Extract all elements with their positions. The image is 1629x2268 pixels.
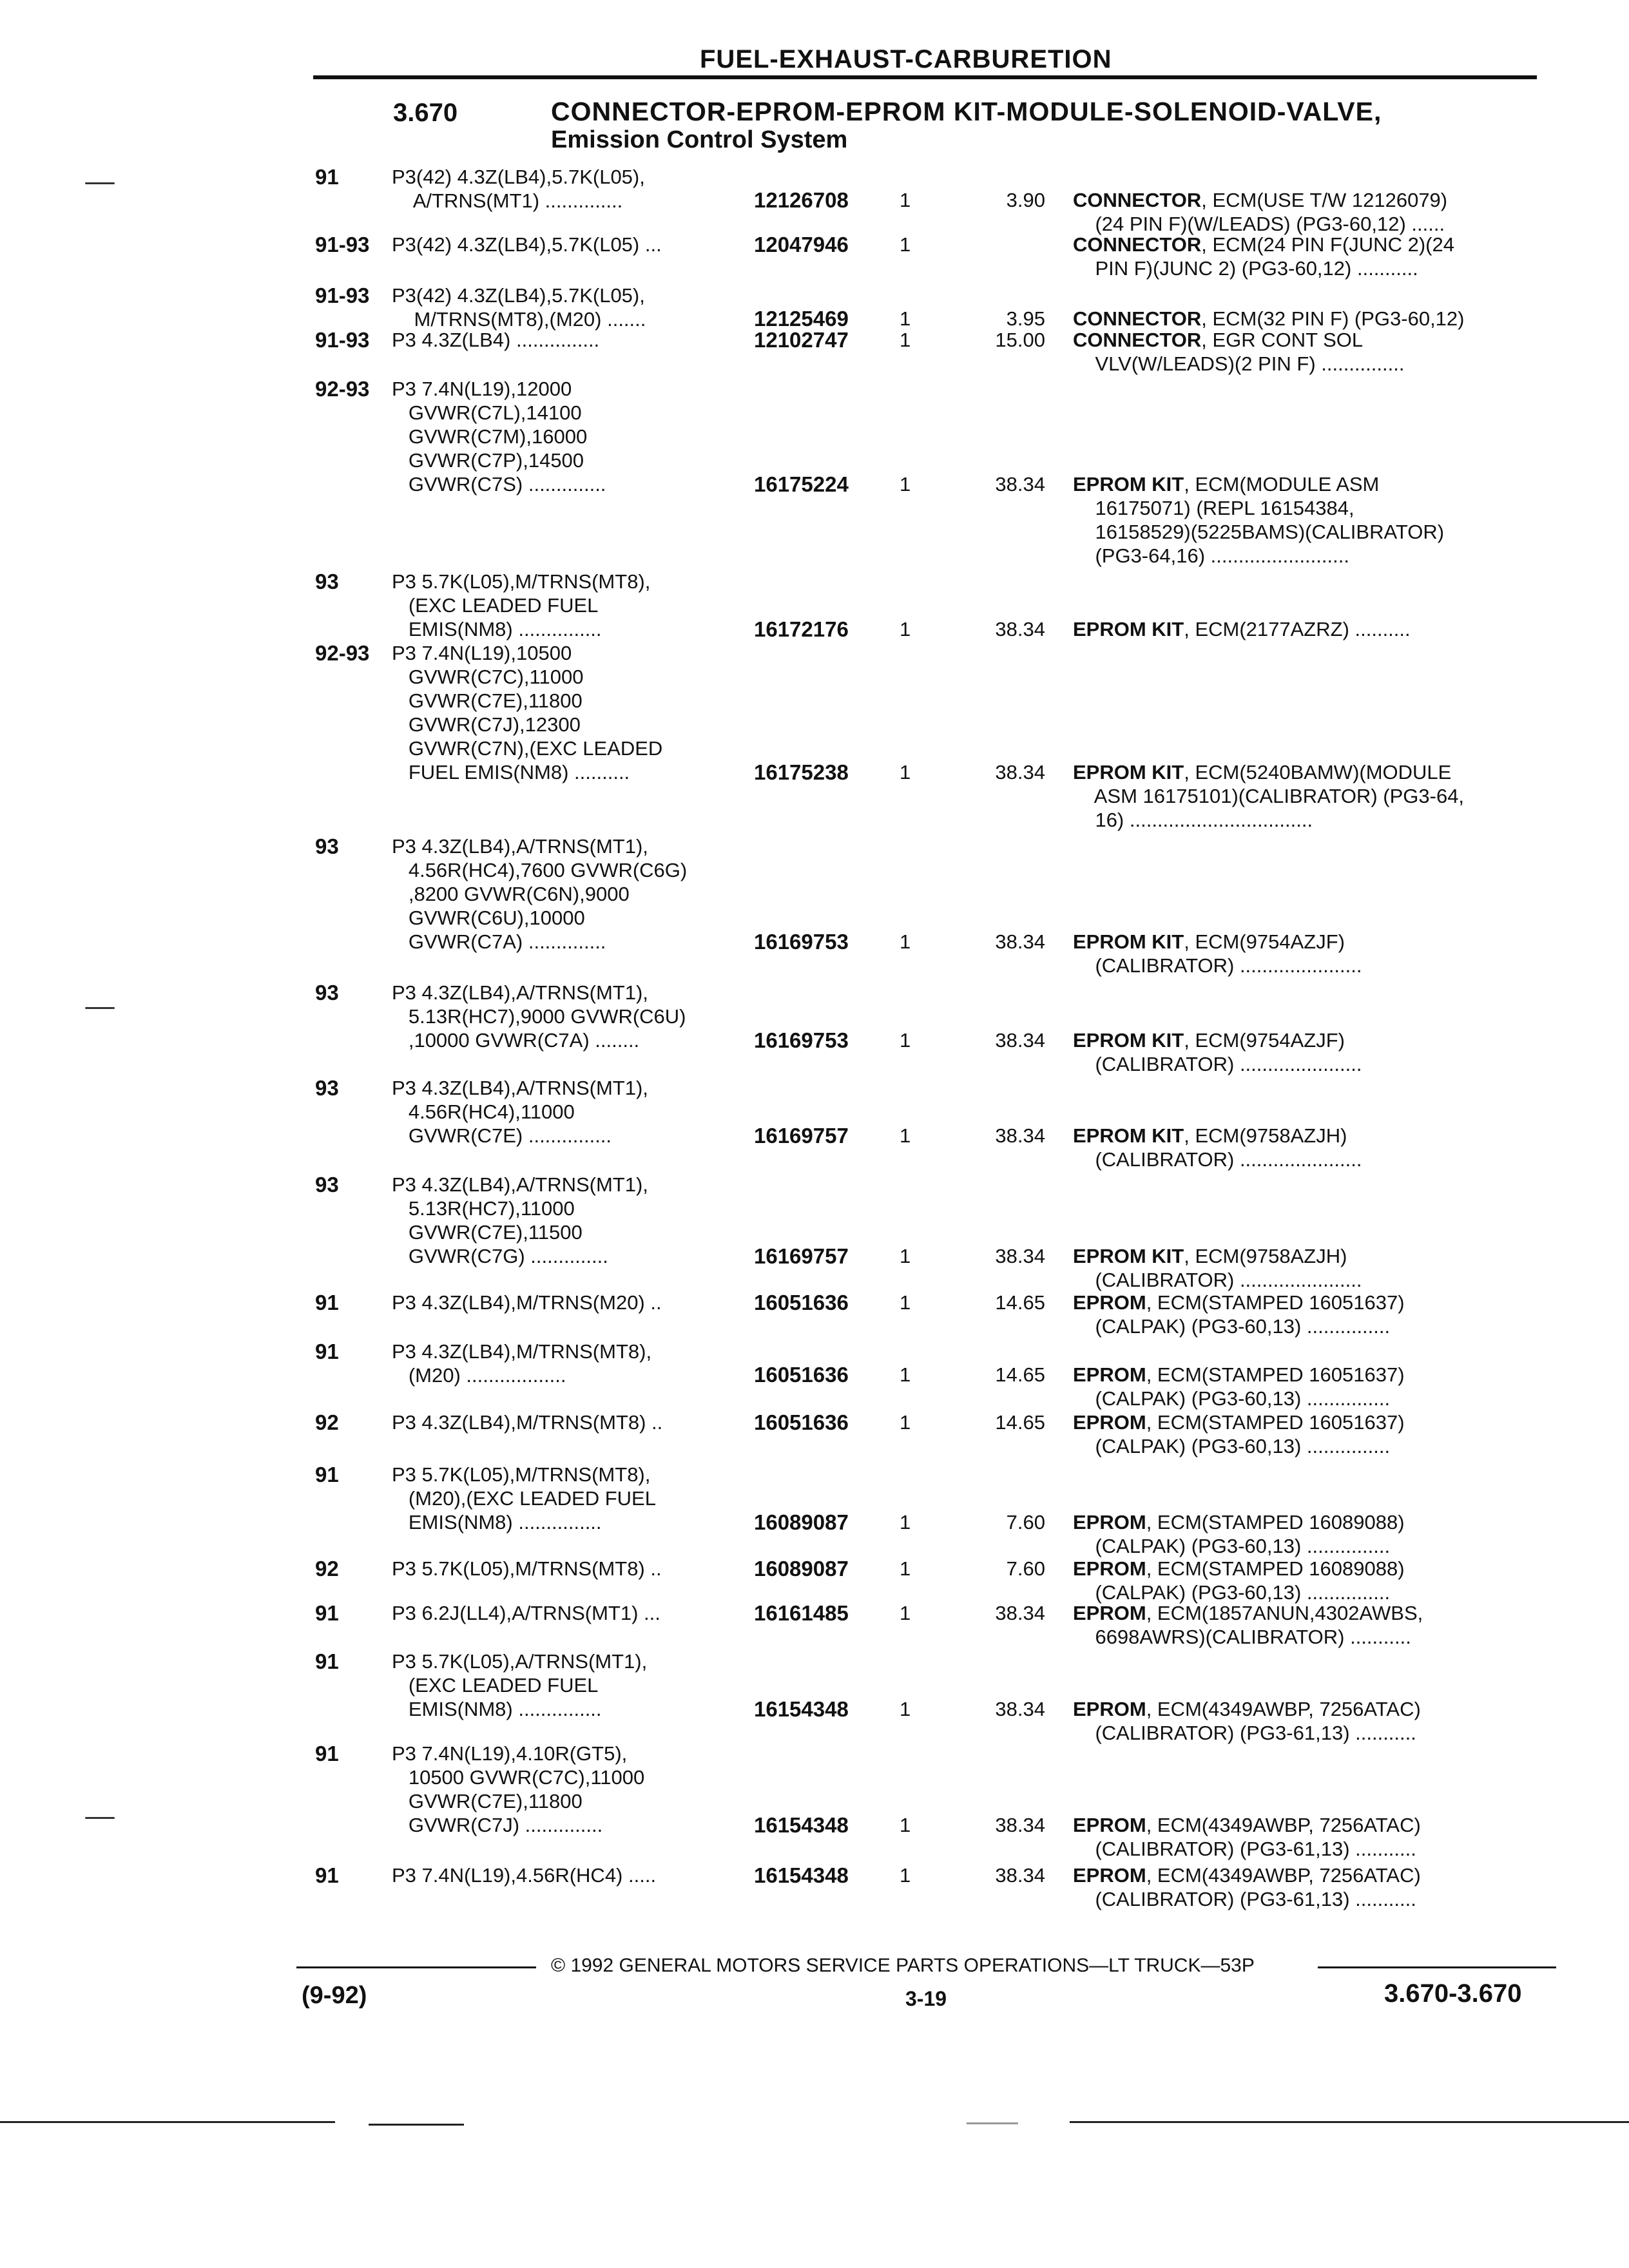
part-number: 12126708 bbox=[754, 188, 849, 212]
price: 38.34 bbox=[995, 1602, 1045, 1624]
price: 14.65 bbox=[995, 1411, 1045, 1434]
price: 38.34 bbox=[995, 1814, 1045, 1836]
margin-mark bbox=[85, 1817, 115, 1819]
description-item-name: CONNECTOR bbox=[1073, 307, 1202, 330]
description-detail: , ECM(USE T/W 12126079) (24 PIN F)(W/LEADS) (PG3-60,12) ...... bbox=[1095, 189, 1448, 235]
quantity: 1 bbox=[900, 189, 911, 211]
price: 38.34 bbox=[995, 618, 1045, 640]
description-item-name: EPROM KIT bbox=[1073, 930, 1184, 953]
description-item-name: EPROM KIT bbox=[1073, 618, 1184, 640]
part-number: 16051636 bbox=[754, 1410, 849, 1434]
application: P3 4.3Z(LB4) ............... bbox=[392, 329, 600, 351]
application: P3 4.3Z(LB4),M/TRNS(M20) .. bbox=[392, 1291, 662, 1314]
description bbox=[1073, 1557, 1405, 1604]
description-detail: , ECM(4349AWBP, 7256ATAC) (CALIBRATOR) (PG3-61,13) ........... bbox=[1095, 1814, 1421, 1860]
description-detail: , ECM(5240BAMW)(MODULE ASM 16175101)(CALIBRATOR) (PG3-64, 16) ................................. bbox=[1094, 761, 1465, 831]
description-detail: , ECM(2177AZRZ) .......... bbox=[1184, 618, 1411, 640]
part-number: 12047946 bbox=[754, 233, 849, 256]
description bbox=[1073, 617, 1411, 641]
quantity: 1 bbox=[900, 1557, 911, 1580]
description-detail: , ECM(9758AZJH) (CALIBRATOR) ...................... bbox=[1095, 1124, 1362, 1171]
description bbox=[1073, 328, 1404, 376]
part-number: 16051636 bbox=[754, 1363, 849, 1387]
price: 38.34 bbox=[995, 473, 1045, 495]
application: P3 4.3Z(LB4),M/TRNS(MT8), (M20) .................. bbox=[392, 1340, 652, 1387]
description-detail: , ECM(STAMPED 16051637) (CALPAK) (PG3-60,13) ............... bbox=[1095, 1291, 1405, 1338]
model-year: 91 bbox=[315, 1463, 339, 1486]
application: P3(42) 4.3Z(LB4),5.7K(L05), A/TRNS(MT1) .............. bbox=[392, 166, 645, 212]
description-detail: , ECM(STAMPED 16051637) (CALPAK) (PG3-60,13) ............... bbox=[1095, 1411, 1405, 1457]
description-item-name: CONNECTOR bbox=[1073, 189, 1202, 211]
description bbox=[1073, 1510, 1405, 1558]
model-year: 93 bbox=[315, 1173, 339, 1196]
quantity: 1 bbox=[900, 473, 911, 495]
application: P3 5.7K(L05),M/TRNS(MT8), (EXC LEADED FUEL EMIS(NM8) ............... bbox=[392, 570, 651, 640]
section-title: CONNECTOR-EPROM-EPROM KIT-MODULE-SOLENOID-VALVE, bbox=[551, 97, 1382, 126]
part-number: 16169757 bbox=[754, 1124, 849, 1148]
price: 38.34 bbox=[995, 1864, 1045, 1887]
margin-mark bbox=[85, 1007, 115, 1009]
description-item-name: EPROM KIT bbox=[1073, 1245, 1184, 1267]
quantity: 1 bbox=[900, 1602, 911, 1624]
description-detail: , ECM(STAMPED 16089088) (CALPAK) (PG3-60,13) ............... bbox=[1095, 1511, 1405, 1557]
part-number: 16169753 bbox=[754, 1028, 849, 1052]
description-detail: , ECM(4349AWBP, 7256ATAC) (CALIBRATOR) (PG3-61,13) ........... bbox=[1095, 1864, 1421, 1910]
price: 38.34 bbox=[995, 1698, 1045, 1720]
footer-rule-left bbox=[296, 1966, 536, 1968]
description-item-name: EPROM bbox=[1073, 1411, 1146, 1434]
application: P3 4.3Z(LB4),A/TRNS(MT1), 4.56R(HC4),7600 GVWR(C6G) ,8200 GVWR(C6N),9000 GVWR(C6U),10000 GVWR(C7A) .............. bbox=[392, 835, 688, 953]
description-item-name: EPROM bbox=[1073, 1602, 1146, 1624]
description-detail: , ECM(9754AZJF) (CALIBRATOR) ...................... bbox=[1095, 1029, 1362, 1075]
application: P3(42) 4.3Z(LB4),5.7K(L05), M/TRNS(MT8),(M20) ....... bbox=[392, 284, 646, 331]
page-number: 3-19 bbox=[905, 1987, 947, 2010]
application: P3 4.3Z(LB4),A/TRNS(MT1), 5.13R(HC7),9000 GVWR(C6U) ,10000 GVWR(C7A) ........ bbox=[392, 981, 686, 1052]
description bbox=[1073, 760, 1464, 832]
description-detail: , ECM(1857ANUN,4302AWBS, 6698AWRS)(CALIBRATOR) ........... bbox=[1095, 1602, 1423, 1648]
section-subtitle: Emission Control System bbox=[551, 126, 848, 153]
description-item-name: EPROM bbox=[1073, 1814, 1146, 1836]
section-number: 3.670 bbox=[393, 99, 458, 127]
model-year: 91 bbox=[315, 165, 339, 189]
quantity: 1 bbox=[900, 1291, 911, 1314]
description bbox=[1073, 930, 1362, 977]
date-code: (9-92) bbox=[302, 1982, 367, 2009]
price: 38.34 bbox=[995, 1124, 1045, 1147]
part-number: 16051636 bbox=[754, 1291, 849, 1314]
price: 3.95 bbox=[1006, 307, 1045, 330]
model-year: 91 bbox=[315, 1863, 339, 1887]
description-item-name: EPROM KIT bbox=[1073, 473, 1184, 495]
description bbox=[1073, 1124, 1362, 1171]
description bbox=[1073, 1697, 1421, 1745]
application: P3 7.4N(L19),12000 GVWR(C7L),14100 GVWR(C7M),16000 GVWR(C7P),14500 GVWR(C7S) .............. bbox=[392, 378, 606, 495]
description-item-name: EPROM KIT bbox=[1073, 761, 1184, 783]
description-detail: , ECM(9754AZJF) (CALIBRATOR) ...................... bbox=[1095, 930, 1362, 977]
model-year: 92-93 bbox=[315, 641, 370, 665]
description bbox=[1073, 472, 1444, 568]
application: P3 5.7K(L05),A/TRNS(MT1), (EXC LEADED FUEL EMIS(NM8) ............... bbox=[392, 1650, 648, 1720]
model-year: 92 bbox=[315, 1410, 339, 1434]
model-year: 91-93 bbox=[315, 284, 370, 307]
description-item-name: EPROM bbox=[1073, 1291, 1146, 1314]
description-detail: , ECM(24 PIN F(JUNC 2)(24 PIN F)(JUNC 2) (PG3-60,12) ........... bbox=[1095, 233, 1454, 280]
description-detail: , ECM(9758AZJH) (CALIBRATOR) ...................... bbox=[1095, 1245, 1362, 1291]
part-number: 16089087 bbox=[754, 1557, 849, 1581]
price: 15.00 bbox=[995, 329, 1045, 351]
page-title: FUEL-EXHAUST-CARBURETION bbox=[700, 45, 1112, 73]
description bbox=[1073, 1601, 1423, 1649]
part-number: 12102747 bbox=[754, 328, 849, 352]
description-item-name: CONNECTOR bbox=[1073, 233, 1202, 256]
description-detail: , ECM(STAMPED 16051637) (CALPAK) (PG3-60,13) ............... bbox=[1095, 1363, 1405, 1410]
part-number: 16169757 bbox=[754, 1244, 849, 1268]
application: P3 5.7K(L05),M/TRNS(MT8), (M20),(EXC LEADED FUEL EMIS(NM8) ............... bbox=[392, 1463, 656, 1533]
description-item-name: EPROM bbox=[1073, 1511, 1146, 1533]
part-number: 16169753 bbox=[754, 930, 849, 954]
price: 38.34 bbox=[995, 1029, 1045, 1052]
scan-edge bbox=[1070, 2121, 1629, 2123]
quantity: 1 bbox=[900, 1698, 911, 1720]
description-item-name: CONNECTOR bbox=[1073, 329, 1202, 351]
quantity: 1 bbox=[900, 307, 911, 330]
description bbox=[1073, 307, 1465, 331]
header-rule bbox=[313, 75, 1537, 79]
description-detail: , ECM(32 PIN F) (PG3-60,12) bbox=[1201, 307, 1465, 330]
application: P3 7.4N(L19),4.10R(GT5), 10500 GVWR(C7C),11000 GVWR(C7E),11800 GVWR(C7J) .............. bbox=[392, 1742, 645, 1836]
price: 38.34 bbox=[995, 761, 1045, 783]
price: 7.60 bbox=[1006, 1557, 1045, 1580]
part-number: 12125469 bbox=[754, 307, 849, 331]
quantity: 1 bbox=[900, 1245, 911, 1267]
application: P3 4.3Z(LB4),M/TRNS(MT8) .. bbox=[392, 1411, 663, 1434]
section-range: 3.670-3.670 bbox=[1384, 1979, 1522, 2008]
model-year: 92 bbox=[315, 1557, 339, 1581]
part-number: 16089087 bbox=[754, 1510, 849, 1534]
footer-rule-right bbox=[1318, 1966, 1556, 1968]
description-item-name: EPROM bbox=[1073, 1363, 1146, 1386]
description-detail: , EGR CONT SOL VLV(W/LEADS)(2 PIN F) ............... bbox=[1095, 329, 1405, 375]
application: P3 5.7K(L05),M/TRNS(MT8) .. bbox=[392, 1557, 662, 1580]
copyright-line: © 1992 GENERAL MOTORS SERVICE PARTS OPERATIONS—LT TRUCK—53P bbox=[551, 1955, 1255, 1976]
model-year: 91 bbox=[315, 1291, 339, 1314]
description-item-name: EPROM bbox=[1073, 1557, 1146, 1580]
application: P3 4.3Z(LB4),A/TRNS(MT1), 4.56R(HC4),11000 GVWR(C7E) ............... bbox=[392, 1077, 648, 1147]
part-number: 16175238 bbox=[754, 760, 849, 784]
part-number: 16172176 bbox=[754, 617, 849, 641]
model-year: 91 bbox=[315, 1742, 339, 1765]
description-detail: , ECM(MODULE ASM 16175071) (REPL 16154384, 16158529)(5225BAMS)(CALIBRATOR) (PG3-64,16) ......................... bbox=[1095, 473, 1445, 567]
description-item-name: EPROM KIT bbox=[1073, 1029, 1184, 1052]
application: P3 7.4N(L19),4.56R(HC4) ..... bbox=[392, 1864, 657, 1887]
quantity: 1 bbox=[900, 329, 911, 351]
quantity: 1 bbox=[900, 233, 911, 256]
quantity: 1 bbox=[900, 1511, 911, 1533]
part-number: 16154348 bbox=[754, 1863, 849, 1887]
application: P3(42) 4.3Z(LB4),5.7K(L05) ... bbox=[392, 233, 662, 256]
part-number: 16161485 bbox=[754, 1601, 849, 1625]
quantity: 1 bbox=[900, 1411, 911, 1434]
model-year: 91 bbox=[315, 1649, 339, 1673]
model-year: 91-93 bbox=[315, 233, 370, 256]
description bbox=[1073, 233, 1454, 280]
model-year: 93 bbox=[315, 981, 339, 1004]
margin-mark bbox=[85, 182, 115, 184]
description-item-name: EPROM KIT bbox=[1073, 1124, 1184, 1147]
quantity: 1 bbox=[900, 1363, 911, 1386]
description bbox=[1073, 1028, 1362, 1076]
application: P3 6.2J(LL4),A/TRNS(MT1) ... bbox=[392, 1602, 660, 1624]
model-year: 91-93 bbox=[315, 328, 370, 352]
part-number: 16154348 bbox=[754, 1697, 849, 1721]
quantity: 1 bbox=[900, 761, 911, 783]
description-item-name: EPROM bbox=[1073, 1864, 1146, 1887]
model-year: 93 bbox=[315, 1076, 339, 1100]
price: 14.65 bbox=[995, 1363, 1045, 1386]
description-detail: , ECM(STAMPED 16089088) (CALPAK) (PG3-60,13) ............... bbox=[1095, 1557, 1405, 1604]
price: 7.60 bbox=[1006, 1511, 1045, 1533]
application: P3 4.3Z(LB4),A/TRNS(MT1), 5.13R(HC7),11000 GVWR(C7E),11500 GVWR(C7G) .............. bbox=[392, 1173, 648, 1267]
scan-edge bbox=[0, 2121, 335, 2123]
description bbox=[1073, 1863, 1421, 1911]
price: 14.65 bbox=[995, 1291, 1045, 1314]
model-year: 91 bbox=[315, 1601, 339, 1625]
quantity: 1 bbox=[900, 930, 911, 953]
description bbox=[1073, 1291, 1405, 1338]
description-item-name: EPROM bbox=[1073, 1698, 1146, 1720]
scan-edge bbox=[967, 2122, 1018, 2124]
model-year: 93 bbox=[315, 834, 339, 858]
model-year: 92-93 bbox=[315, 377, 370, 401]
quantity: 1 bbox=[900, 1864, 911, 1887]
model-year: 93 bbox=[315, 570, 339, 593]
description bbox=[1073, 1244, 1362, 1292]
description bbox=[1073, 1363, 1405, 1410]
quantity: 1 bbox=[900, 1814, 911, 1836]
part-number: 16154348 bbox=[754, 1813, 849, 1837]
description-detail: , ECM(4349AWBP, 7256ATAC) (CALIBRATOR) (PG3-61,13) ........... bbox=[1095, 1698, 1421, 1744]
description bbox=[1073, 1813, 1421, 1861]
quantity: 1 bbox=[900, 1029, 911, 1052]
quantity: 1 bbox=[900, 618, 911, 640]
price: 38.34 bbox=[995, 1245, 1045, 1267]
description bbox=[1073, 188, 1447, 236]
part-number: 16175224 bbox=[754, 472, 849, 496]
scan-edge bbox=[369, 2124, 464, 2126]
price: 3.90 bbox=[1006, 189, 1045, 211]
price: 38.34 bbox=[995, 930, 1045, 953]
application: P3 7.4N(L19),10500 GVWR(C7C),11000 GVWR(C7E),11800 GVWR(C7J),12300 GVWR(C7N),(EXC LEADED FUEL EMIS(NM8) .......... bbox=[392, 642, 663, 783]
quantity: 1 bbox=[900, 1124, 911, 1147]
model-year: 91 bbox=[315, 1340, 339, 1363]
description bbox=[1073, 1410, 1405, 1458]
